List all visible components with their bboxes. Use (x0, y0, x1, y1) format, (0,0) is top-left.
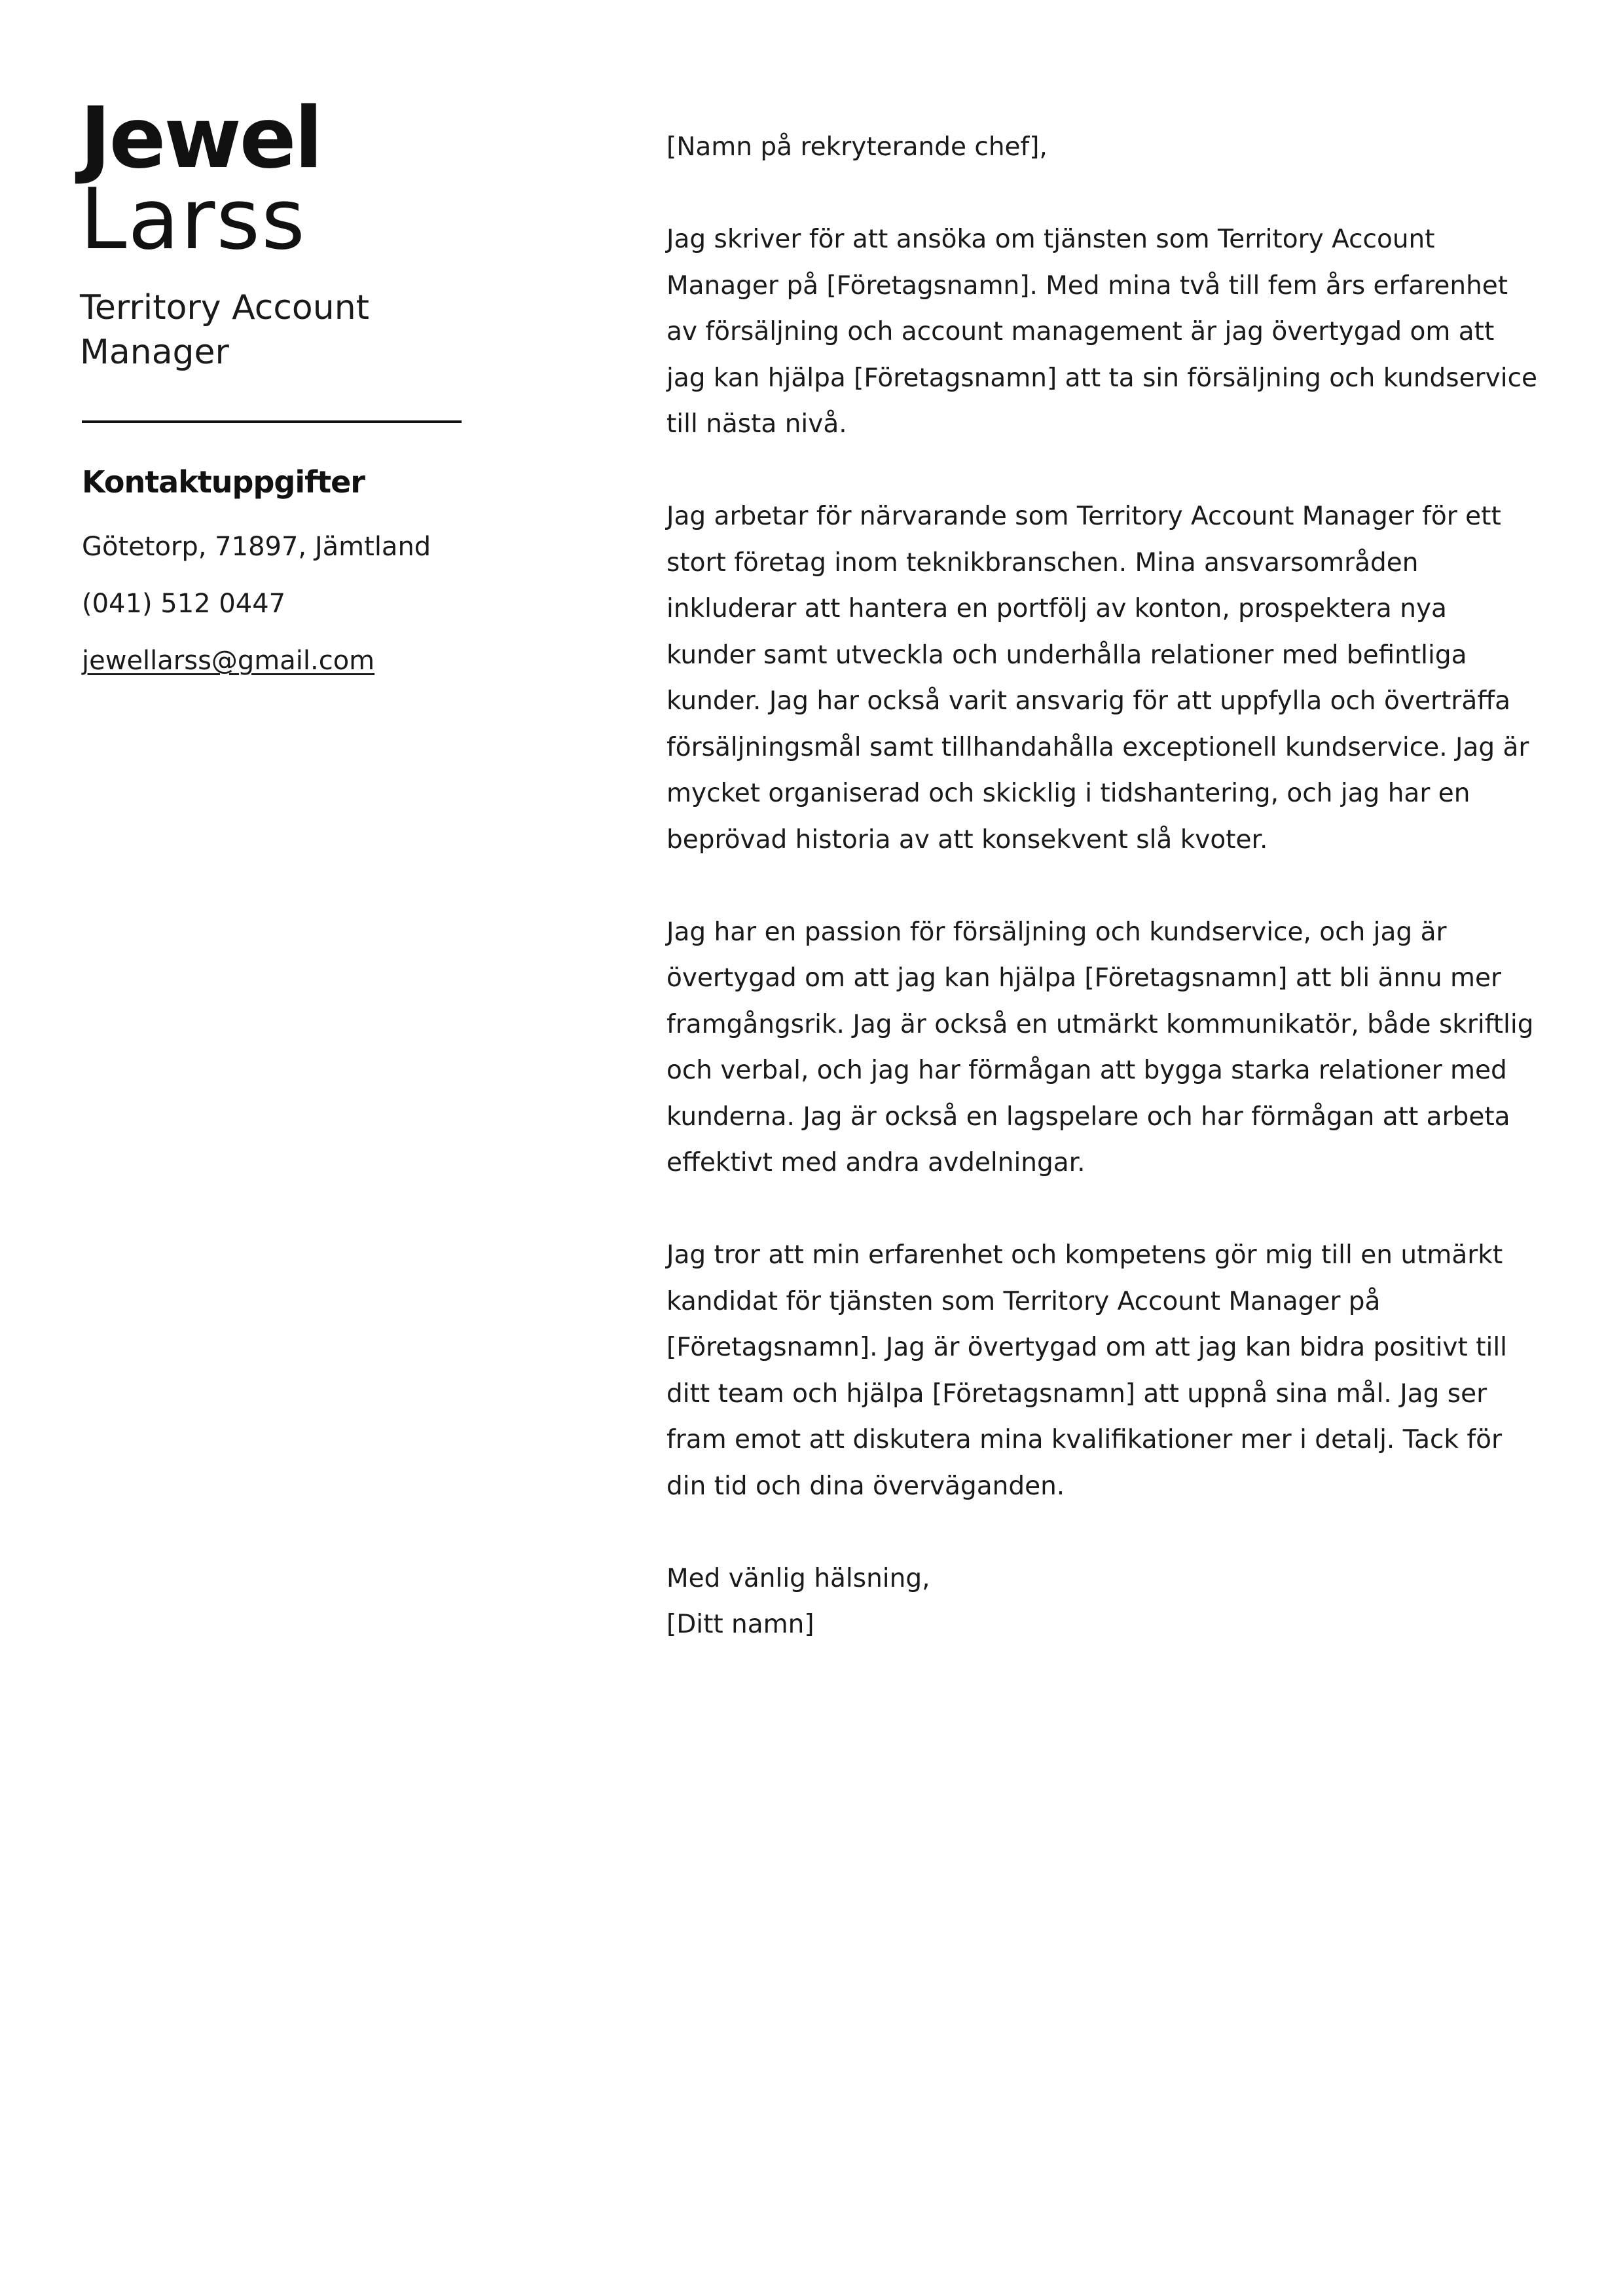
sidebar (80, 90, 473, 268)
contact-phone: (041) 512 0447 (82, 589, 286, 619)
contact-heading: Kontaktuppgifter (82, 464, 365, 500)
job-title: Territory Account Manager (80, 288, 370, 372)
contact-email-link[interactable]: jewellarss@gmail.com (82, 646, 375, 676)
letter-salutation: [Namn på rekryterande chef], (666, 132, 1048, 162)
letter-paragraph: Jag tror att min erfarenhet och kompetens gör mig till en utmärkt kandidat för tjänsten som Territory Account Manager på [Företagsnamn]. Jag är övertygad om att jag kan bidra positivt till ditt team och hjälpa [Företagsnamn] att uppnå sina mål. Jag ser fram emot att diskutera mina kvalifikationer mer i detalj. Tack för din tid och dina överväganden. (666, 1240, 1507, 1501)
letter-body (666, 124, 1537, 1648)
last-name: Larss (80, 171, 306, 268)
letter-paragraph: Jag skriver för att ansöka om tjänsten som Territory Account Manager på [Företagsnamn]. Med mina två till fem års erfarenhet av försäljning och account management är jag övertygad om att jag kan hjälpa [Företagsnamn] att ta sin försäljning och kundservice till nästa nivå. (666, 225, 1537, 439)
letter-paragraph: Jag har en passion för försäljning och kundservice, och jag är övertygad om att jag kan hjälpa [Företagsnamn] att bli ännu mer framgångsrik. Jag är också en utmärkt kommunikatör, både skriftlig och verbal, och jag har förmågan att bygga starka relationer med kunderna. Jag är också en lagspelare och har förmågan att arbeta effektivt med andra avdelningar. (666, 917, 1534, 1177)
contact-address: Götetorp, 71897, Jämtland (82, 532, 431, 562)
letter-signature: [Ditt namn] (666, 1610, 814, 1639)
letter-paragraph: Jag arbetar för närvarande som Territory Account Manager för ett stort företag inom teknikbranschen. Mina ansvarsområden inkluderar att hantera en portfölj av konton, prospektera nya kunder samt utveckla och underhålla relationer med befintliga kunder. Jag har också varit ansvarig för att uppfylla och överträffa försäljningsmål samt tillhandahålla exceptionell kundservice. Jag är mycket organiserad och skicklig i tidshantering, och jag har en beprövad historia av att konsekvent slå kvoter. (666, 502, 1529, 855)
contact-list (82, 527, 540, 698)
first-name: Jewel (80, 90, 321, 187)
divider (82, 420, 462, 423)
letter-closing: Med vänlig hälsning, (666, 1563, 930, 1593)
